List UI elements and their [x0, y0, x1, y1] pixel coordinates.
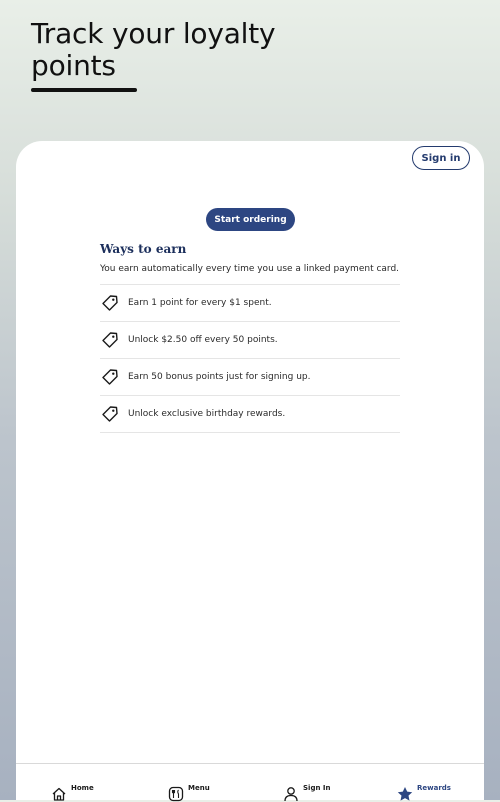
nav-label: Rewards [417, 784, 451, 792]
content-card [16, 141, 484, 800]
list-item [100, 359, 400, 396]
sign-in-button[interactable]: Sign in [412, 146, 470, 170]
nav-item-sign-in[interactable] [283, 781, 330, 802]
earn-item-text: Earn 1 point for every $1 spent. [128, 298, 272, 308]
bottom-nav [16, 781, 484, 800]
tag-icon [101, 331, 119, 349]
list-item [100, 285, 400, 322]
ways-to-earn-heading: Ways to earn [100, 242, 187, 256]
earn-item-text: Unlock $2.50 off every 50 points. [128, 335, 278, 345]
hero-underline [31, 88, 137, 92]
start-ordering-button[interactable]: Start ordering [206, 208, 295, 231]
ways-to-earn-description: You earn automatically every time you use a linked payment card. [100, 264, 400, 274]
list-item [100, 396, 400, 433]
tag-icon [101, 368, 119, 386]
nav-item-menu[interactable] [168, 781, 210, 802]
nav-item-rewards[interactable] [397, 781, 451, 802]
earn-list [100, 284, 400, 433]
nav-label: Home [71, 784, 94, 792]
hero-title: Track your loyalty points [31, 17, 276, 82]
earn-item-text: Earn 50 bonus points just for signing up. [128, 372, 311, 382]
earn-item-text: Unlock exclusive birthday rewards. [128, 409, 286, 419]
tag-icon [101, 405, 119, 423]
nav-divider [16, 763, 484, 764]
tag-icon [101, 294, 119, 312]
nav-item-home[interactable] [51, 781, 94, 802]
list-item [100, 322, 400, 359]
nav-label: Sign In [303, 784, 331, 792]
nav-label: Menu [188, 784, 210, 792]
